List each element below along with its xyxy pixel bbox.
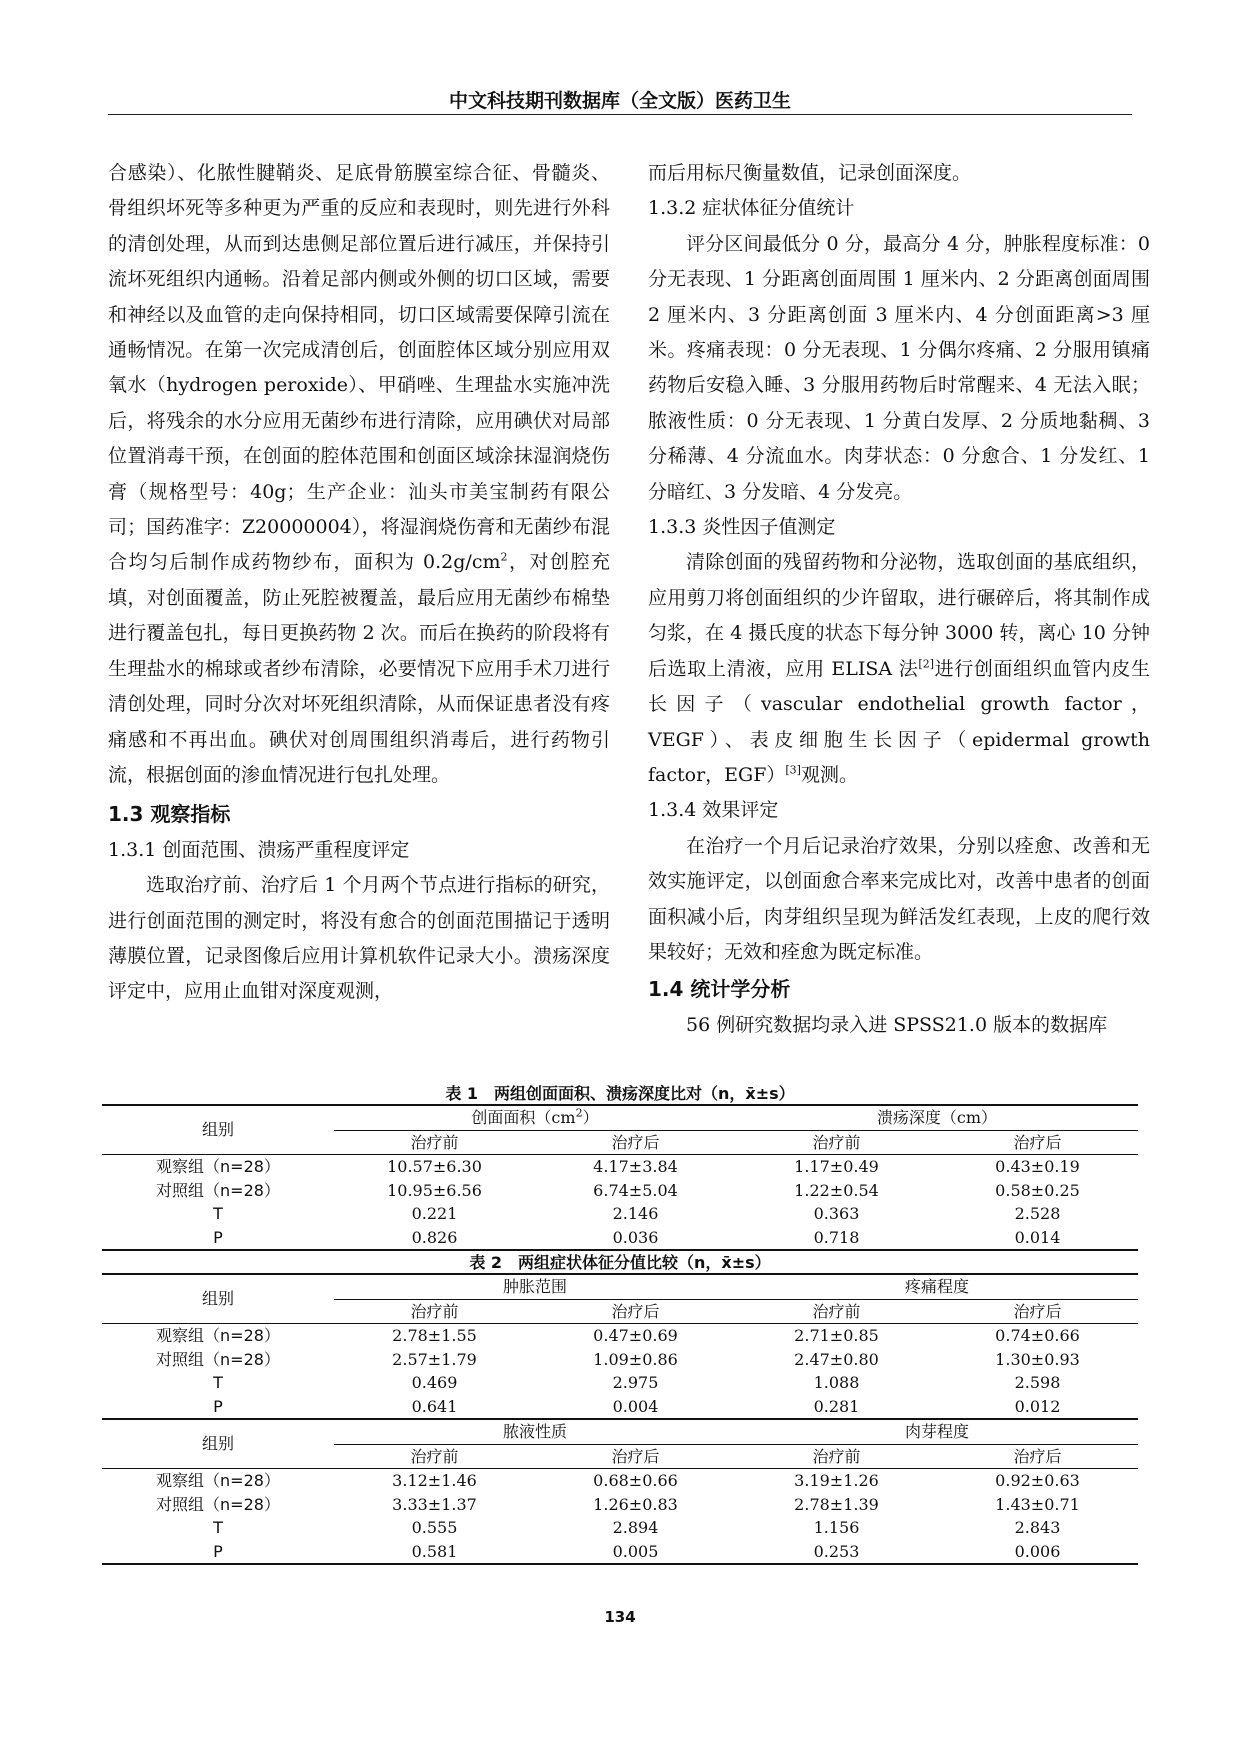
table-cell: 观察组（n=28）: [156, 1326, 280, 1345]
table-cell: 2.47±0.80: [794, 1349, 879, 1369]
table-cell: 0.036: [535, 1226, 736, 1251]
journal-header: 中文科技期刊数据库（全文版）医药卫生: [448, 90, 791, 112]
table-cell: P: [102, 1395, 334, 1420]
table-cell: 1.30±0.93: [995, 1349, 1080, 1369]
table-cell: 3.19±1.26: [794, 1471, 879, 1490]
table-row: [102, 1395, 1138, 1420]
table-cell: 0.006: [937, 1540, 1138, 1565]
table-subheader: 治疗前: [812, 1446, 861, 1466]
citation-ref: [3]: [785, 763, 801, 777]
table-cell: 对照组（n=28）: [156, 1494, 280, 1514]
paragraph-text: 清除创面的残留药物和分泌物，选取创面的基底组织，应用剪刀将创面组织的少许留取，进行碾碎后，将其制作成匀浆，在 4 摄氏度的状态下每分钟 3000 转，离心 10 分钟后选取上清液，应用 ELISA 法: [648, 551, 1150, 680]
table-cell: 0.581: [334, 1540, 535, 1565]
table-cell: 1.09±0.86: [593, 1349, 678, 1369]
table-cell: 3.12±1.46: [392, 1471, 477, 1490]
table-cell: 4.17±3.84: [593, 1157, 678, 1176]
table-row: [102, 1469, 1138, 1493]
table-cell: 2.57±1.79: [392, 1349, 477, 1369]
table-cell: 对照组（n=28）: [156, 1349, 280, 1369]
table-subheader: 治疗后: [1013, 1446, 1062, 1466]
table-header: 肉芽程度: [736, 1419, 1138, 1444]
table-header-group: 组别: [201, 1434, 234, 1454]
table-subheader: 治疗后: [611, 1446, 660, 1466]
table-subheader: 治疗后: [611, 1132, 660, 1152]
table-cell: 6.74±5.04: [593, 1180, 678, 1200]
superscript: 2: [575, 1106, 583, 1120]
table-cell: 0.718: [736, 1226, 937, 1251]
paragraph-text: 合感染）、化脓性腱鞘炎、足底骨筋膜室综合征、骨髓炎、骨组织坏死等多种更为严重的反应和表现时，则先进行外科的清创处理，从而到达患侧足部位置后进行减压，并保持引流坏死组织内通畅。沿着足部内侧或外侧的切口区域，需要和神经以及血管的走向保持相同，切口区域需要保障引流在通畅情况。在第一次完成清创后，创面腔体区域分别应用双氧水（hydrogen peroxide）、甲硝唑、生理盐水实施冲洗后，将残余的水分应用无菌纱布进行清除，应用碘伏对局部位置消毒干预，在创面的腔体范围和创面区域涂抹湿润烧伤膏（规格型号：40g；生产企业：汕头市美宝制药有限公司；国药准字：Z20000004），将湿润烧伤膏和无菌纱布混合均匀后制作成药物纱布，面积为 0.2g/cm: [108, 162, 610, 574]
table-header: 溃疡深度（cm）: [736, 1105, 1138, 1130]
table-cell: 0.58±0.25: [995, 1180, 1080, 1200]
table-cell: 1.43±0.71: [995, 1494, 1080, 1514]
table-cell: T: [213, 1373, 223, 1392]
table-cell: 观察组（n=28）: [156, 1157, 280, 1176]
table-cell: 0.253: [736, 1540, 937, 1565]
table-1: [102, 1104, 1138, 1251]
table-cell: 0.92±0.63: [995, 1471, 1080, 1490]
table-cell: 10.57±6.30: [387, 1157, 482, 1176]
table-cell: 1.26±0.83: [593, 1494, 678, 1514]
table-cell: 0.74±0.66: [995, 1326, 1080, 1345]
table-row: [102, 1493, 1138, 1517]
subsection-heading-1-3-3: 1.3.3 炎性因子值测定: [648, 516, 836, 539]
table-row: [102, 1226, 1138, 1251]
table-header-group: 组别: [102, 1274, 334, 1324]
table-header: [334, 1105, 736, 1130]
table-row: [102, 1324, 1138, 1348]
table-cell: 1.088: [813, 1373, 860, 1392]
table-cell: P: [102, 1540, 334, 1565]
subsection-heading-1-3-2: 1.3.2 症状体征分值统计: [648, 197, 855, 220]
header-text: ）: [582, 1108, 599, 1127]
table-cell: 2.78±1.55: [392, 1326, 477, 1345]
paragraph: 在治疗一个月后记录治疗效果，分别以痊愈、改善和无效实施评定，以创面愈合率来完成比对，改善中患者的创面面积减小后，肉芽组织呈现为鲜活发红表现，上皮的爬行效果较好；无效和痊愈为既定标准。: [648, 834, 1150, 963]
section-heading-1-3: 1.3 观察指标: [108, 802, 231, 827]
table-cell: 2.975: [612, 1373, 659, 1392]
table-cell: 3.33±1.37: [392, 1494, 477, 1514]
table-cell: 2.78±1.39: [794, 1494, 879, 1514]
table-cell: 2.894: [612, 1518, 659, 1537]
table-header: 疼痛程度: [736, 1274, 1138, 1299]
table-header: 肿胀范围: [334, 1274, 736, 1299]
table-cell: T: [213, 1518, 223, 1537]
table-cell: 0.005: [535, 1540, 736, 1565]
table-cell: 2.843: [1014, 1518, 1061, 1537]
header-text: 创面面积（cm: [471, 1108, 576, 1127]
table-cell: 2.598: [1014, 1373, 1061, 1392]
table-subheader: 治疗前: [812, 1132, 861, 1152]
table-2-caption: 表 2 两组症状体征分值比较（n，x̄±s）: [469, 1253, 771, 1272]
subsection-heading-1-3-4: 1.3.4 效果评定: [648, 799, 779, 822]
table-cell: 2.528: [1014, 1204, 1061, 1223]
table-cell: 0.363: [813, 1204, 860, 1223]
table-row: [102, 1516, 1138, 1540]
table-header: 脓液性质: [334, 1419, 736, 1444]
table-cell: 0.014: [937, 1226, 1138, 1251]
table-subheader: 治疗前: [410, 1446, 459, 1466]
table-cell: 1.156: [813, 1518, 860, 1537]
paragraph-text: 进行创面组织血管内皮生长因子（vascular endothelial growth factor，VEGF）、表皮细胞生长因子（epidermal growth factor，EGF）: [648, 657, 1150, 786]
table-cell: 1.17±0.49: [794, 1157, 879, 1176]
table-cell: 0.555: [411, 1518, 458, 1537]
page-number: 134: [604, 1608, 636, 1626]
table-subheader: 治疗前: [410, 1301, 459, 1321]
table-cell: 0.004: [535, 1395, 736, 1420]
table-cell: 0.281: [736, 1395, 937, 1420]
header-rule: [108, 114, 1132, 115]
table-row: [102, 1155, 1138, 1179]
table-row: [102, 1348, 1138, 1372]
table-subheader: 治疗前: [410, 1132, 459, 1152]
table-subheader: 治疗后: [1013, 1301, 1062, 1321]
table-row: [102, 1179, 1138, 1203]
paragraph-text: 观测。: [800, 763, 858, 786]
table-cell: 2.146: [612, 1204, 659, 1223]
citation-ref: [2]: [918, 657, 935, 671]
table-cell: 0.47±0.69: [593, 1326, 678, 1345]
table-cell: 0.641: [334, 1395, 535, 1420]
tables-area: [102, 1084, 1138, 1565]
subsection-heading-1-3-1: 1.3.1 创面范围、溃疡严重程度评定: [108, 838, 410, 861]
right-column: [648, 156, 1150, 1043]
table-cell: T: [213, 1204, 223, 1223]
table-cell: 0.221: [411, 1204, 458, 1223]
table-cell: 0.469: [411, 1373, 458, 1392]
table-subheader: 治疗后: [1013, 1132, 1062, 1152]
paragraph: 评分区间最低分 0 分，最高分 4 分，肿胀程度标准：0 分无表现、1 分距离创面周围 1 厘米内、2 分距离创面周围 2 厘米内、3 分距离创面 3 厘米内、4 分创面距离>3 厘米。疼痛表现：0 分无表现、1 分偶尔疼痛、2 分服用镇痛药物后安稳入睡、3 分服用药物后时常醒来、4 无法入眠；脓液性质：0 分无表现、1 分黄白发厚、2 分质地黏稠、3 分稀薄、4 分流血水。肉芽状态：0 分愈合、1 分发红、1 分暗红、3 分发暗、4 分发亮。: [648, 232, 1150, 503]
table-row: [102, 1202, 1138, 1226]
table-cell: 对照组（n=28）: [156, 1180, 280, 1200]
left-column: [108, 156, 610, 1010]
paragraph-text: ，对创腔充填，对创面覆盖，防止死腔被覆盖，最后应用无菌纱布棉垫进行覆盖包扎，每日更换药物 2 次。而后在换药的阶段将有生理盐水的棉球或者纱布清除，必要情况下应用手术刀进行清创处理，同时分次对坏死组织清除，从而保证患者没有疼痛感和不再出血。碘伏对创周围组织消毒后，进行药物引流，根据创面的渗血情况进行包扎处理。: [108, 551, 610, 786]
superscript: 2: [500, 551, 508, 565]
table-cell: 观察组（n=28）: [156, 1471, 280, 1490]
paragraph: 56 例研究数据均录入进 SPSS21.0 版本的数据库: [686, 1013, 1108, 1036]
paragraph: 而后用标尺衡量数值，记录创面深度。: [648, 162, 972, 184]
table-header-group: 组别: [102, 1105, 334, 1155]
paragraph: 选取治疗前、治疗后 1 个月两个节点进行指标的研究，进行创面范围的测定时，将没有愈合的创面范围描记于透明薄膜位置，记录图像后应用计算机软件记录大小。溃疡深度评定中，应用止血钳对深度观测，: [108, 874, 610, 1003]
table-cell: 0.826: [334, 1226, 535, 1251]
table-1-caption: 表 1 两组创面面积、溃疡深度比对（n，x̄±s）: [445, 1084, 795, 1103]
table-cell: P: [102, 1226, 334, 1251]
table-cell: 0.68±0.66: [593, 1471, 678, 1490]
paragraph: [648, 545, 1150, 793]
section-heading-1-4: 1.4 统计学分析: [648, 977, 791, 1002]
table-row: [102, 1540, 1138, 1565]
table-subheader: 治疗后: [611, 1301, 660, 1321]
table-cell: 0.43±0.19: [995, 1157, 1080, 1176]
table-cell: 1.22±0.54: [794, 1180, 879, 1200]
table-row: [102, 1371, 1138, 1395]
paragraph: [108, 156, 610, 793]
table-cell: 0.012: [937, 1395, 1138, 1420]
table-2: [102, 1273, 1138, 1565]
table-cell: 2.71±0.85: [794, 1326, 879, 1345]
table-cell: 10.95±6.56: [387, 1180, 482, 1200]
table-subheader: 治疗前: [812, 1301, 861, 1321]
